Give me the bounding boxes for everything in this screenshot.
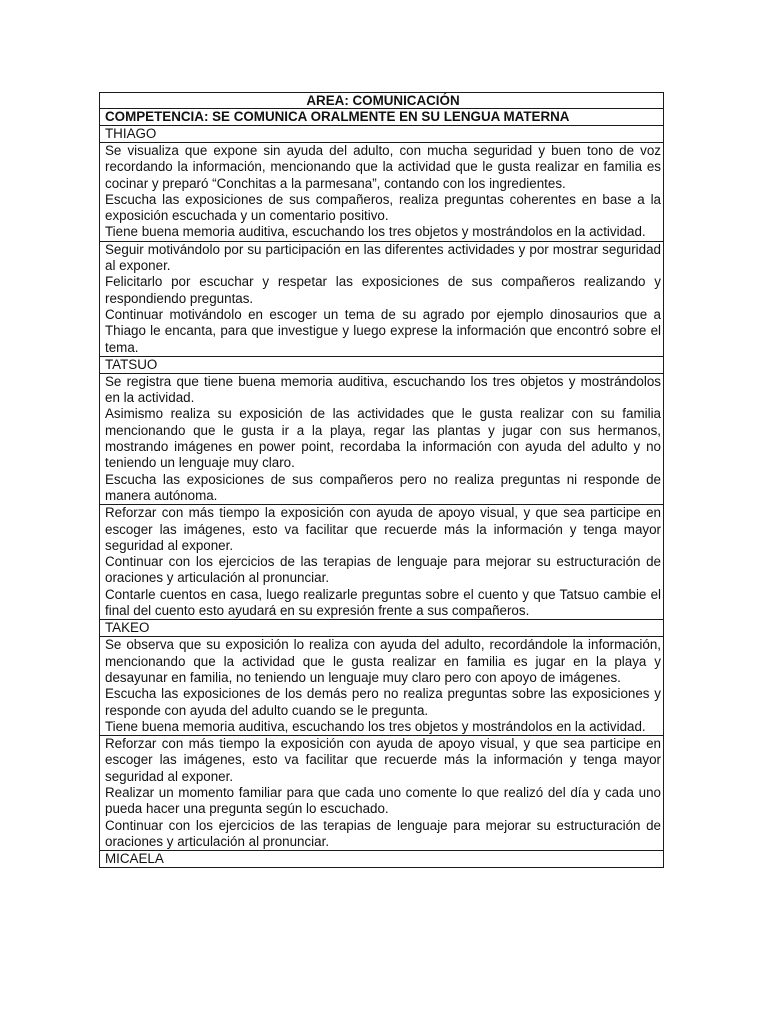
student-name-thiago: THIAGO [100, 126, 664, 143]
observation-paragraph: Asimismo realiza su exposición de las actividades que le gusta realizar con su familia mencionando que le gusta ir a la playa, regar las plantas y jugar con sus hermanos, mostrando imágenes en power point, recordaba la información con ayuda del adulto y no teniendo un lenguaje muy claro. [105, 406, 661, 471]
recommendations-row [100, 241, 664, 356]
recommendation-paragraph: Seguir motivándolo por su participación en las diferentes actividades y por mostrar seguridad al exponer. [105, 241, 661, 274]
student-name-micaela: MICAELA [100, 851, 664, 868]
observation-paragraph: Se visualiza que expone sin ayuda del adulto, con mucha seguridad y buen tono de voz recordando la información, mencionando que la actividad que le gusta realizar en familia es cocinar y preparó “Conchitas a la parmesana”, contando con los ingredientes. [105, 143, 661, 191]
student-name-row [100, 356, 664, 373]
recommendation-paragraph: Realizar un momento familiar para que cada uno comente lo que realizó del día y cada uno pueda hacer una pregunta según lo escuchado. [105, 784, 661, 817]
observation-paragraph: Se observa que su exposición lo realiza con ayuda del adulto, recordándole la información, mencionando que la actividad que le gusta realizar en familia es jugar en la playa y desayunar en familia, no teniendo un lenguaje muy claro pero con apoyo de imágenes. [105, 637, 661, 685]
observation-paragraph: Tiene buena memoria auditiva, escuchando los tres objetos y mostrándolos en la actividad. [105, 224, 646, 240]
evaluation-table [99, 92, 664, 868]
observation-paragraph: Se registra que tiene buena memoria auditiva, escuchando los tres objetos y mostrándolos en la actividad. [105, 373, 661, 406]
competencia-row [100, 109, 664, 126]
recommendation-paragraph: Continuar con los ejercicios de las terapias de lenguaje para mejorar su estructuración de oraciones y articulación al pronunciar. [105, 817, 661, 849]
observation-paragraph: Escucha las exposiciones de sus compañeros pero no realiza preguntas ni responde de manera autónoma. [105, 471, 661, 503]
student-name-row [100, 126, 664, 143]
recommendation-paragraph: Continuar motivándolo en escoger un tema de su agrado por ejemplo dinosaurios que a Thiago le encanta, para que investigue y luego exprese la información que encontró sobre el tema. [105, 306, 661, 355]
observations-cell-takeo [100, 637, 664, 736]
recommendations-row [100, 505, 664, 620]
student-name-row [100, 851, 664, 868]
observations-cell-thiago [100, 143, 664, 242]
recommendations-row [100, 736, 664, 851]
competencia-title: COMPETENCIA: SE COMUNICA ORALMENTE EN SU LENGUA MATERNA [100, 109, 664, 126]
recommendations-cell-takeo [100, 736, 664, 851]
observation-paragraph: Escucha las exposiciones de sus compañeros, realiza preguntas coherentes en base a la exposición escuchada y un comentario positivo. [105, 191, 661, 224]
observations-row [100, 637, 664, 736]
observation-paragraph: Tiene buena memoria auditiva, escuchando los tres objetos y mostrándolos en la actividad. [105, 718, 646, 734]
recommendation-paragraph: Reforzar con más tiempo la exposición con ayuda de apoyo visual, y que sea participe en escoger las imágenes, esto va facilitar que recuerde más la información y tenga mayor seguridad al exponer. [105, 505, 661, 553]
student-name-row [100, 620, 664, 637]
observation-paragraph: Escucha las exposiciones de los demás pero no realiza preguntas sobre las exposiciones y responde con ayuda del adulto cuando se le pregunta. [105, 686, 661, 718]
observations-row [100, 143, 664, 242]
recommendation-paragraph: Felicitarlo por escuchar y respetar las exposiciones de sus compañeros realizando y respondiendo preguntas. [105, 274, 661, 306]
area-row [100, 93, 664, 109]
student-name-tatsuo: TATSUO [100, 356, 664, 373]
recommendation-paragraph: Contarle cuentos en casa, luego realizarle preguntas sobre el cuento y que Tatsuo cambie el final del cuento esto ayudará en su expresión frente a sus compañeros. [105, 586, 661, 619]
recommendation-paragraph: Continuar con los ejercicios de las terapias de lenguaje para mejorar su estructuración de oraciones y articulación al pronunciar. [105, 554, 661, 586]
recommendation-paragraph: Reforzar con más tiempo la exposición con ayuda de apoyo visual, y que sea participe en escoger las imágenes, esto va facilitar que recuerde más la información y tenga mayor seguridad al exponer. [105, 736, 661, 784]
observations-row [100, 373, 664, 504]
area-title: AREA: COMUNICACIÓN [100, 93, 664, 109]
recommendations-cell-tatsuo [100, 505, 664, 620]
recommendations-cell-thiago [100, 241, 664, 356]
observations-cell-tatsuo [100, 373, 664, 504]
student-name-takeo: TAKEO [100, 620, 664, 637]
